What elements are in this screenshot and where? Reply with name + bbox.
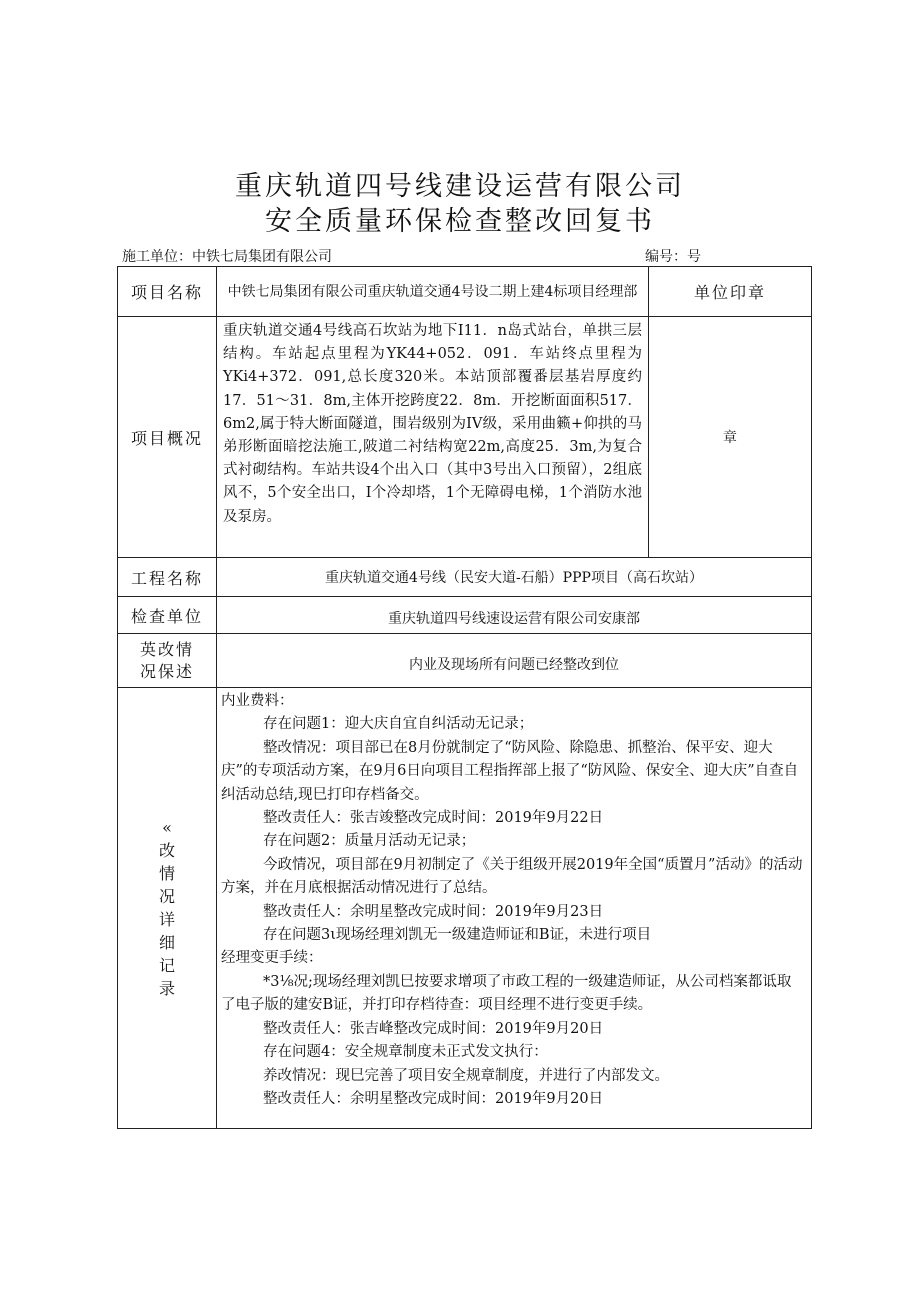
rectification-status-value: 内业及现场所有问题已经整改到位 xyxy=(216,633,812,688)
details-label-char: 情 xyxy=(158,864,175,883)
issue-1-responsible: 整改责任人：张吉竣整改完成时间：2019年9月22日 xyxy=(263,810,604,827)
engineering-name-value: 重庆轨道交通4号线（民安大道-石船）PPP项目（高石坎站） xyxy=(216,557,812,597)
project-overview-label: 项目概况 xyxy=(117,316,217,558)
seal-header-label: 单位印章 xyxy=(648,266,812,317)
issue-4: 存在问题4：安全规章制度未正式发文执行： xyxy=(263,1044,548,1061)
project-overview-text: 重庆轨道交通4号线高石坎站为地下I11．n岛式站台，单拱三层结构。车站起点里程为YK44+052．091．车站终点里程为YKi4+372．091,总长度320米。本站顶部覆番层基岩厚度约17．51～31．8m,主体开挖跨度22．8m．开挖断面面积517．6m2,属于特大断面隧道，围岩级别为IV级，采用曲籁+仰拱的马弟形断面暗挖法施工,陂道二衬结构宽22m,高度25．3m,为复合式衬砌结构。车站共设4个出入口（其中3号出入口预留），2组底风不，5个安全出口，I个冷却塔，1个无障碍电梯，1个消防水池及泵房。 xyxy=(216,316,649,558)
document-title-line2: 安全质量环保检查整改回复书 xyxy=(265,206,655,237)
details-label-char: 记 xyxy=(158,956,175,975)
issue-4-rectification: 养改情况：现巳完善了项目安全规章制度，并进行了内部发文。 xyxy=(263,1067,669,1084)
details-label-char: 录 xyxy=(158,979,175,998)
inspection-unit-value: 重庆轨道四号线速设运营有限公司安康部 xyxy=(216,596,812,634)
issue-1-rectification: 整改情况：项目部已在8月份就制定了“防风险、除隐患、抓整治、保平安、迎大庆”的专项活动方案，在9月6日向项目工程指挥部上报了“防风险、保安全、迎大庆”自查自纠活动总结,现巳打印存档备交。 xyxy=(221,739,799,803)
issue-3-responsible: 整改责任人：张吉峰整改完成时间：2019年9月20日 xyxy=(263,1020,604,1037)
details-label-char: 改 xyxy=(158,841,175,860)
document-number: 编号：号 xyxy=(645,249,701,265)
issue-2-responsible: 整改责任人：余明星整改完成时间：2019年9月23日 xyxy=(263,903,604,920)
issue-1: 存在问题1：迎大庆自宜自纠活动无记录； xyxy=(263,716,534,733)
issue-3-continued: 经理变更手续： xyxy=(221,950,323,967)
rectification-details-content xyxy=(216,687,812,1129)
details-label-char: 况 xyxy=(158,887,175,906)
project-name-label: 项目名称 xyxy=(117,266,217,317)
status-label-line1: 英改情 xyxy=(139,639,194,659)
seal-stamp-area: 章 xyxy=(648,316,812,558)
rectification-status-label xyxy=(117,633,217,688)
rectification-details-label xyxy=(117,687,217,1129)
status-label-line2: 况保述 xyxy=(139,661,194,681)
inspection-unit-label: 检查单位 xyxy=(117,596,217,634)
details-heading: 内业费料： xyxy=(221,693,294,709)
project-name-value: 中铁七局集团有限公司重庆轨道交通4号设二期上建4标项目经理部 xyxy=(216,266,649,317)
issue-3-rectification: *3⅛况;现场经理刘凯巳按要求增项了市政工程的一级建造师证，从公司档案都诋取了电子版的建安B证，并打印存档待查：项目经理不进行变更手续。 xyxy=(221,973,792,1014)
engineering-name-label: 工程名称 xyxy=(117,557,217,597)
issue-3: 存在问题3ι现场经理刘凯无一级建造师证和B证，未进行项目 xyxy=(263,927,652,944)
document-title-line1: 重庆轨道四号线建设运营有限公司 xyxy=(235,171,685,202)
construction-unit: 施工单位：中铁七局集团有限公司 xyxy=(122,249,332,265)
issue-2-rectification: 今政情况，项目部在9月初制定了《关于组级开展2019年全国“质置月”活动》的活动方案，并在月底根据活动情况进行了总结。 xyxy=(221,856,803,897)
issue-4-responsible: 整改责任人：余明星整改完成时间：2019年9月20日 xyxy=(263,1090,604,1107)
details-label-char: 详 xyxy=(158,910,175,929)
details-label-char: « xyxy=(162,818,172,837)
details-label-char: 细 xyxy=(158,933,175,952)
issue-2: 存在问题2：质量月活动无记录； xyxy=(263,833,476,850)
